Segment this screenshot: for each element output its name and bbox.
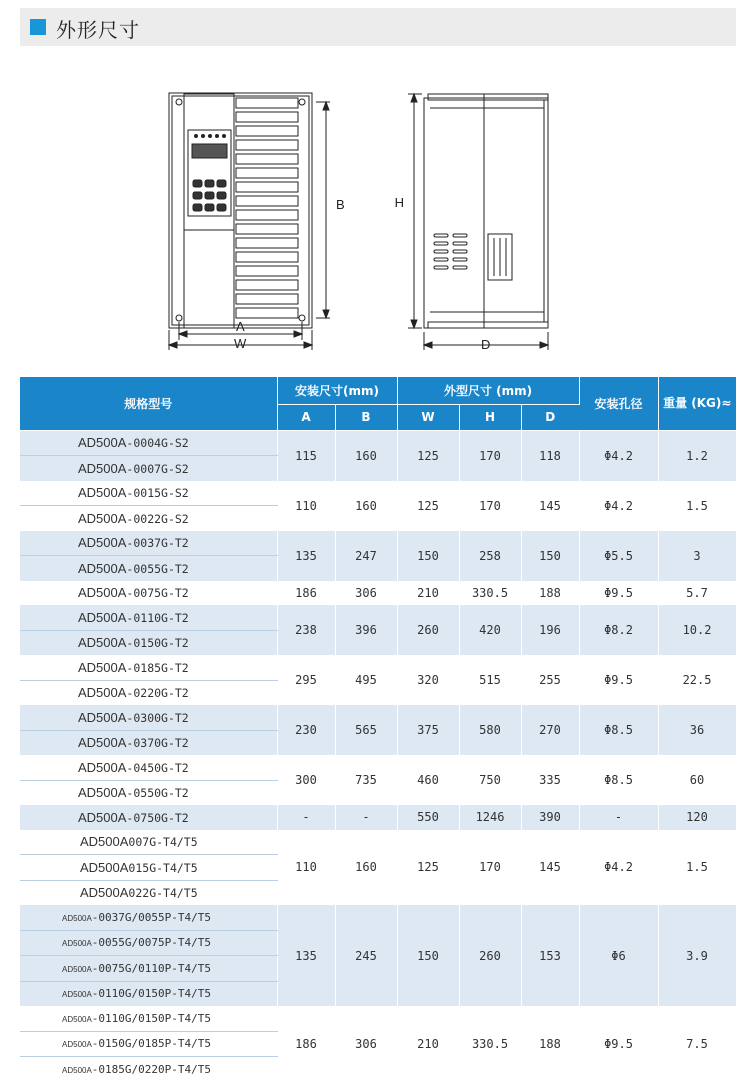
model-cell bbox=[20, 1006, 277, 1031]
model-prefix: AD500A bbox=[62, 1014, 92, 1024]
model-suffix: -0037G-T2 bbox=[126, 536, 189, 551]
model-cell bbox=[20, 981, 277, 1006]
cell-d: 150 bbox=[521, 531, 579, 581]
model-cell bbox=[20, 755, 277, 780]
cell-d: 335 bbox=[521, 755, 579, 805]
model-prefix: AD500A bbox=[78, 510, 127, 526]
model-prefix: AD500A bbox=[78, 435, 127, 451]
cell-a: 295 bbox=[277, 655, 335, 705]
model-cell bbox=[20, 830, 277, 855]
model-cell bbox=[20, 556, 277, 581]
cell-b: 735 bbox=[335, 755, 397, 805]
model-cell bbox=[20, 905, 277, 930]
table-row bbox=[20, 655, 736, 680]
header-d: D bbox=[521, 404, 579, 430]
cell-b: 565 bbox=[335, 705, 397, 755]
dim-label-a: A bbox=[236, 319, 245, 334]
model-suffix: -0055G-T2 bbox=[126, 561, 189, 576]
model-suffix: -0220G-T2 bbox=[126, 686, 189, 701]
table-row bbox=[20, 705, 736, 730]
model-prefix: AD500A bbox=[78, 785, 127, 801]
cell-d: 390 bbox=[521, 805, 579, 830]
cell-b: 396 bbox=[335, 605, 397, 655]
header-weight: 重量 (KG)≈ bbox=[658, 377, 736, 430]
cell-d: 188 bbox=[521, 581, 579, 606]
cell-w: 375 bbox=[397, 705, 459, 755]
model-suffix: -0370G-T2 bbox=[126, 736, 189, 751]
header-outline: 外型尺寸 (mm) bbox=[397, 377, 579, 404]
cell-b: 160 bbox=[335, 481, 397, 531]
cell-h: 330.5 bbox=[459, 1006, 521, 1082]
table-row bbox=[20, 755, 736, 780]
model-cell bbox=[20, 481, 277, 506]
cell-b: - bbox=[335, 805, 397, 830]
model-suffix: 022G-T4/T5 bbox=[128, 886, 198, 901]
model-suffix: -0037G/0055P-T4/T5 bbox=[91, 910, 212, 924]
model-prefix: AD500A bbox=[78, 759, 127, 775]
model-prefix: AD500A bbox=[78, 635, 127, 651]
model-suffix: -0015G-S2 bbox=[126, 486, 189, 501]
page-title: 外形尺寸 bbox=[56, 18, 140, 42]
cell-weight: 3 bbox=[658, 531, 736, 581]
model-suffix: -0055G/0075P-T4/T5 bbox=[91, 936, 212, 950]
cell-b: 247 bbox=[335, 531, 397, 581]
model-suffix: -0185G-T2 bbox=[126, 660, 189, 675]
header-marker-icon bbox=[30, 19, 46, 35]
cell-d: 145 bbox=[521, 830, 579, 906]
table-row bbox=[20, 605, 736, 630]
cell-hole: Φ5.5 bbox=[579, 531, 658, 581]
model-suffix: -0750G-T2 bbox=[126, 810, 189, 825]
cell-weight: 1.5 bbox=[658, 481, 736, 531]
spec-table bbox=[20, 377, 736, 1082]
side-view bbox=[408, 94, 548, 350]
cell-weight: 1.5 bbox=[658, 830, 736, 906]
model-prefix: AD500A bbox=[78, 609, 127, 625]
model-suffix: -0110G-T2 bbox=[126, 610, 189, 625]
dim-label-w: W bbox=[234, 336, 247, 351]
dim-label-d: D bbox=[481, 337, 491, 352]
dim-label-b: B bbox=[336, 197, 345, 212]
cell-weight: 7.5 bbox=[658, 1006, 736, 1082]
cell-weight: 3.9 bbox=[658, 905, 736, 1006]
model-suffix: -0022G-S2 bbox=[126, 511, 189, 526]
cell-w: 150 bbox=[397, 905, 459, 1006]
model-suffix: -0550G-T2 bbox=[126, 786, 189, 801]
cell-hole: - bbox=[579, 805, 658, 830]
cell-h: 420 bbox=[459, 605, 521, 655]
cell-d: 145 bbox=[521, 481, 579, 531]
cell-hole: Φ4.2 bbox=[579, 830, 658, 906]
cell-a: 230 bbox=[277, 705, 335, 755]
cell-a: 186 bbox=[277, 1006, 335, 1082]
cell-a: 115 bbox=[277, 430, 335, 481]
model-suffix: -0075G-T2 bbox=[126, 586, 189, 601]
model-suffix: -0110G/0150P-T4/T5 bbox=[91, 1011, 212, 1025]
model-cell bbox=[20, 930, 277, 956]
cell-d: 153 bbox=[521, 905, 579, 1006]
cell-hole: Φ9.5 bbox=[579, 581, 658, 606]
model-prefix: AD500A bbox=[78, 709, 127, 725]
cell-hole: Φ9.5 bbox=[579, 1006, 658, 1082]
cell-hole: Φ4.2 bbox=[579, 430, 658, 481]
dim-label-h: H bbox=[394, 195, 404, 210]
table-row bbox=[20, 905, 736, 930]
cell-h: 1246 bbox=[459, 805, 521, 830]
header-install: 安装尺寸(mm) bbox=[277, 377, 397, 404]
model-suffix: -0110G/0150P-T4/T5 bbox=[91, 987, 212, 1001]
header-model: 规格型号 bbox=[20, 377, 277, 430]
model-cell bbox=[20, 780, 277, 805]
cell-w: 320 bbox=[397, 655, 459, 705]
cell-b: 160 bbox=[335, 430, 397, 481]
model-suffix: -0450G-T2 bbox=[126, 760, 189, 775]
model-cell bbox=[20, 1057, 277, 1082]
cell-a: 238 bbox=[277, 605, 335, 655]
model-prefix: AD500A bbox=[80, 885, 129, 901]
model-cell bbox=[20, 531, 277, 556]
model-prefix: AD500A bbox=[62, 964, 92, 974]
section-header bbox=[20, 8, 736, 46]
model-suffix: 015G-T4/T5 bbox=[128, 860, 198, 875]
cell-h: 750 bbox=[459, 755, 521, 805]
model-prefix: AD500A bbox=[62, 1040, 92, 1050]
cell-h: 258 bbox=[459, 531, 521, 581]
header-hole: 安装孔径 bbox=[579, 377, 658, 430]
cell-w: 460 bbox=[397, 755, 459, 805]
cell-d: 188 bbox=[521, 1006, 579, 1082]
cell-weight: 1.2 bbox=[658, 430, 736, 481]
cell-a: 300 bbox=[277, 755, 335, 805]
model-cell bbox=[20, 655, 277, 680]
cell-weight: 22.5 bbox=[658, 655, 736, 705]
model-cell bbox=[20, 1031, 277, 1057]
table-row bbox=[20, 430, 736, 456]
model-prefix: AD500A bbox=[62, 1065, 92, 1075]
header-b: B bbox=[335, 404, 397, 430]
model-cell bbox=[20, 430, 277, 456]
cell-d: 255 bbox=[521, 655, 579, 705]
cell-a: 135 bbox=[277, 531, 335, 581]
header-h: H bbox=[459, 404, 521, 430]
model-cell bbox=[20, 456, 277, 481]
model-suffix: -0300G-T2 bbox=[126, 710, 189, 725]
cell-hole: Φ8.5 bbox=[579, 755, 658, 805]
model-suffix: -0007G-S2 bbox=[126, 461, 189, 476]
model-prefix: AD500A bbox=[78, 560, 127, 576]
header-w: W bbox=[397, 404, 459, 430]
cell-h: 580 bbox=[459, 705, 521, 755]
model-prefix: AD500A bbox=[78, 485, 127, 501]
model-suffix: -0004G-S2 bbox=[126, 436, 189, 451]
cell-d: 270 bbox=[521, 705, 579, 755]
cell-d: 196 bbox=[521, 605, 579, 655]
model-prefix: AD500A bbox=[78, 535, 127, 551]
model-prefix: AD500A bbox=[62, 913, 92, 923]
model-cell bbox=[20, 805, 277, 830]
model-cell bbox=[20, 630, 277, 655]
cell-hole: Φ4.2 bbox=[579, 481, 658, 531]
table-row bbox=[20, 581, 736, 606]
model-prefix: AD500A bbox=[78, 585, 127, 601]
cell-b: 160 bbox=[335, 830, 397, 906]
cell-b: 245 bbox=[335, 905, 397, 1006]
model-prefix: AD500A bbox=[78, 809, 127, 825]
model-cell bbox=[20, 605, 277, 630]
cell-h: 515 bbox=[459, 655, 521, 705]
model-cell bbox=[20, 506, 277, 531]
model-cell bbox=[20, 730, 277, 755]
cell-d: 118 bbox=[521, 430, 579, 481]
cell-weight: 120 bbox=[658, 805, 736, 830]
table-row bbox=[20, 830, 736, 855]
model-suffix: 007G-T4/T5 bbox=[128, 835, 198, 850]
model-cell bbox=[20, 705, 277, 730]
model-suffix: -0150G-T2 bbox=[126, 636, 189, 651]
header-a: A bbox=[277, 404, 335, 430]
model-prefix: AD500A bbox=[80, 834, 129, 850]
table-row bbox=[20, 1006, 736, 1031]
cell-weight: 60 bbox=[658, 755, 736, 805]
cell-w: 125 bbox=[397, 430, 459, 481]
cell-a: - bbox=[277, 805, 335, 830]
model-suffix: -0075G/0110P-T4/T5 bbox=[91, 961, 212, 975]
cell-w: 210 bbox=[397, 1006, 459, 1082]
dimension-drawing bbox=[0, 80, 750, 360]
model-suffix: -0185G/0220P-T4/T5 bbox=[91, 1062, 212, 1076]
cell-a: 186 bbox=[277, 581, 335, 606]
model-prefix: AD500A bbox=[62, 990, 92, 1000]
cell-w: 150 bbox=[397, 531, 459, 581]
front-view bbox=[169, 93, 330, 350]
cell-h: 260 bbox=[459, 905, 521, 1006]
cell-weight: 10.2 bbox=[658, 605, 736, 655]
cell-w: 550 bbox=[397, 805, 459, 830]
cell-a: 110 bbox=[277, 481, 335, 531]
model-prefix: AD500A bbox=[78, 685, 127, 701]
cell-a: 110 bbox=[277, 830, 335, 906]
cell-b: 306 bbox=[335, 581, 397, 606]
cell-w: 210 bbox=[397, 581, 459, 606]
table-row bbox=[20, 481, 736, 506]
cell-hole: Φ9.5 bbox=[579, 655, 658, 705]
table-row bbox=[20, 805, 736, 830]
cell-hole: Φ8.2 bbox=[579, 605, 658, 655]
model-cell bbox=[20, 956, 277, 982]
model-prefix: AD500A bbox=[62, 939, 92, 949]
cell-h: 170 bbox=[459, 481, 521, 531]
cell-weight: 5.7 bbox=[658, 581, 736, 606]
model-prefix: AD500A bbox=[78, 460, 127, 476]
cell-w: 125 bbox=[397, 481, 459, 531]
model-suffix: -0150G/0185P-T4/T5 bbox=[91, 1037, 212, 1051]
cell-b: 306 bbox=[335, 1006, 397, 1082]
model-cell bbox=[20, 855, 277, 881]
cell-hole: Φ6 bbox=[579, 905, 658, 1006]
cell-w: 125 bbox=[397, 830, 459, 906]
cell-hole: Φ8.5 bbox=[579, 705, 658, 755]
spec-table-body bbox=[20, 430, 736, 1082]
cell-w: 260 bbox=[397, 605, 459, 655]
model-prefix: AD500A bbox=[78, 735, 127, 751]
model-cell bbox=[20, 581, 277, 606]
cell-h: 170 bbox=[459, 830, 521, 906]
model-prefix: AD500A bbox=[78, 659, 127, 675]
cell-weight: 36 bbox=[658, 705, 736, 755]
cell-a: 135 bbox=[277, 905, 335, 1006]
cell-h: 330.5 bbox=[459, 581, 521, 606]
model-cell bbox=[20, 880, 277, 905]
model-cell bbox=[20, 680, 277, 705]
cell-h: 170 bbox=[459, 430, 521, 481]
model-prefix: AD500A bbox=[80, 859, 129, 875]
cell-b: 495 bbox=[335, 655, 397, 705]
table-row bbox=[20, 531, 736, 556]
